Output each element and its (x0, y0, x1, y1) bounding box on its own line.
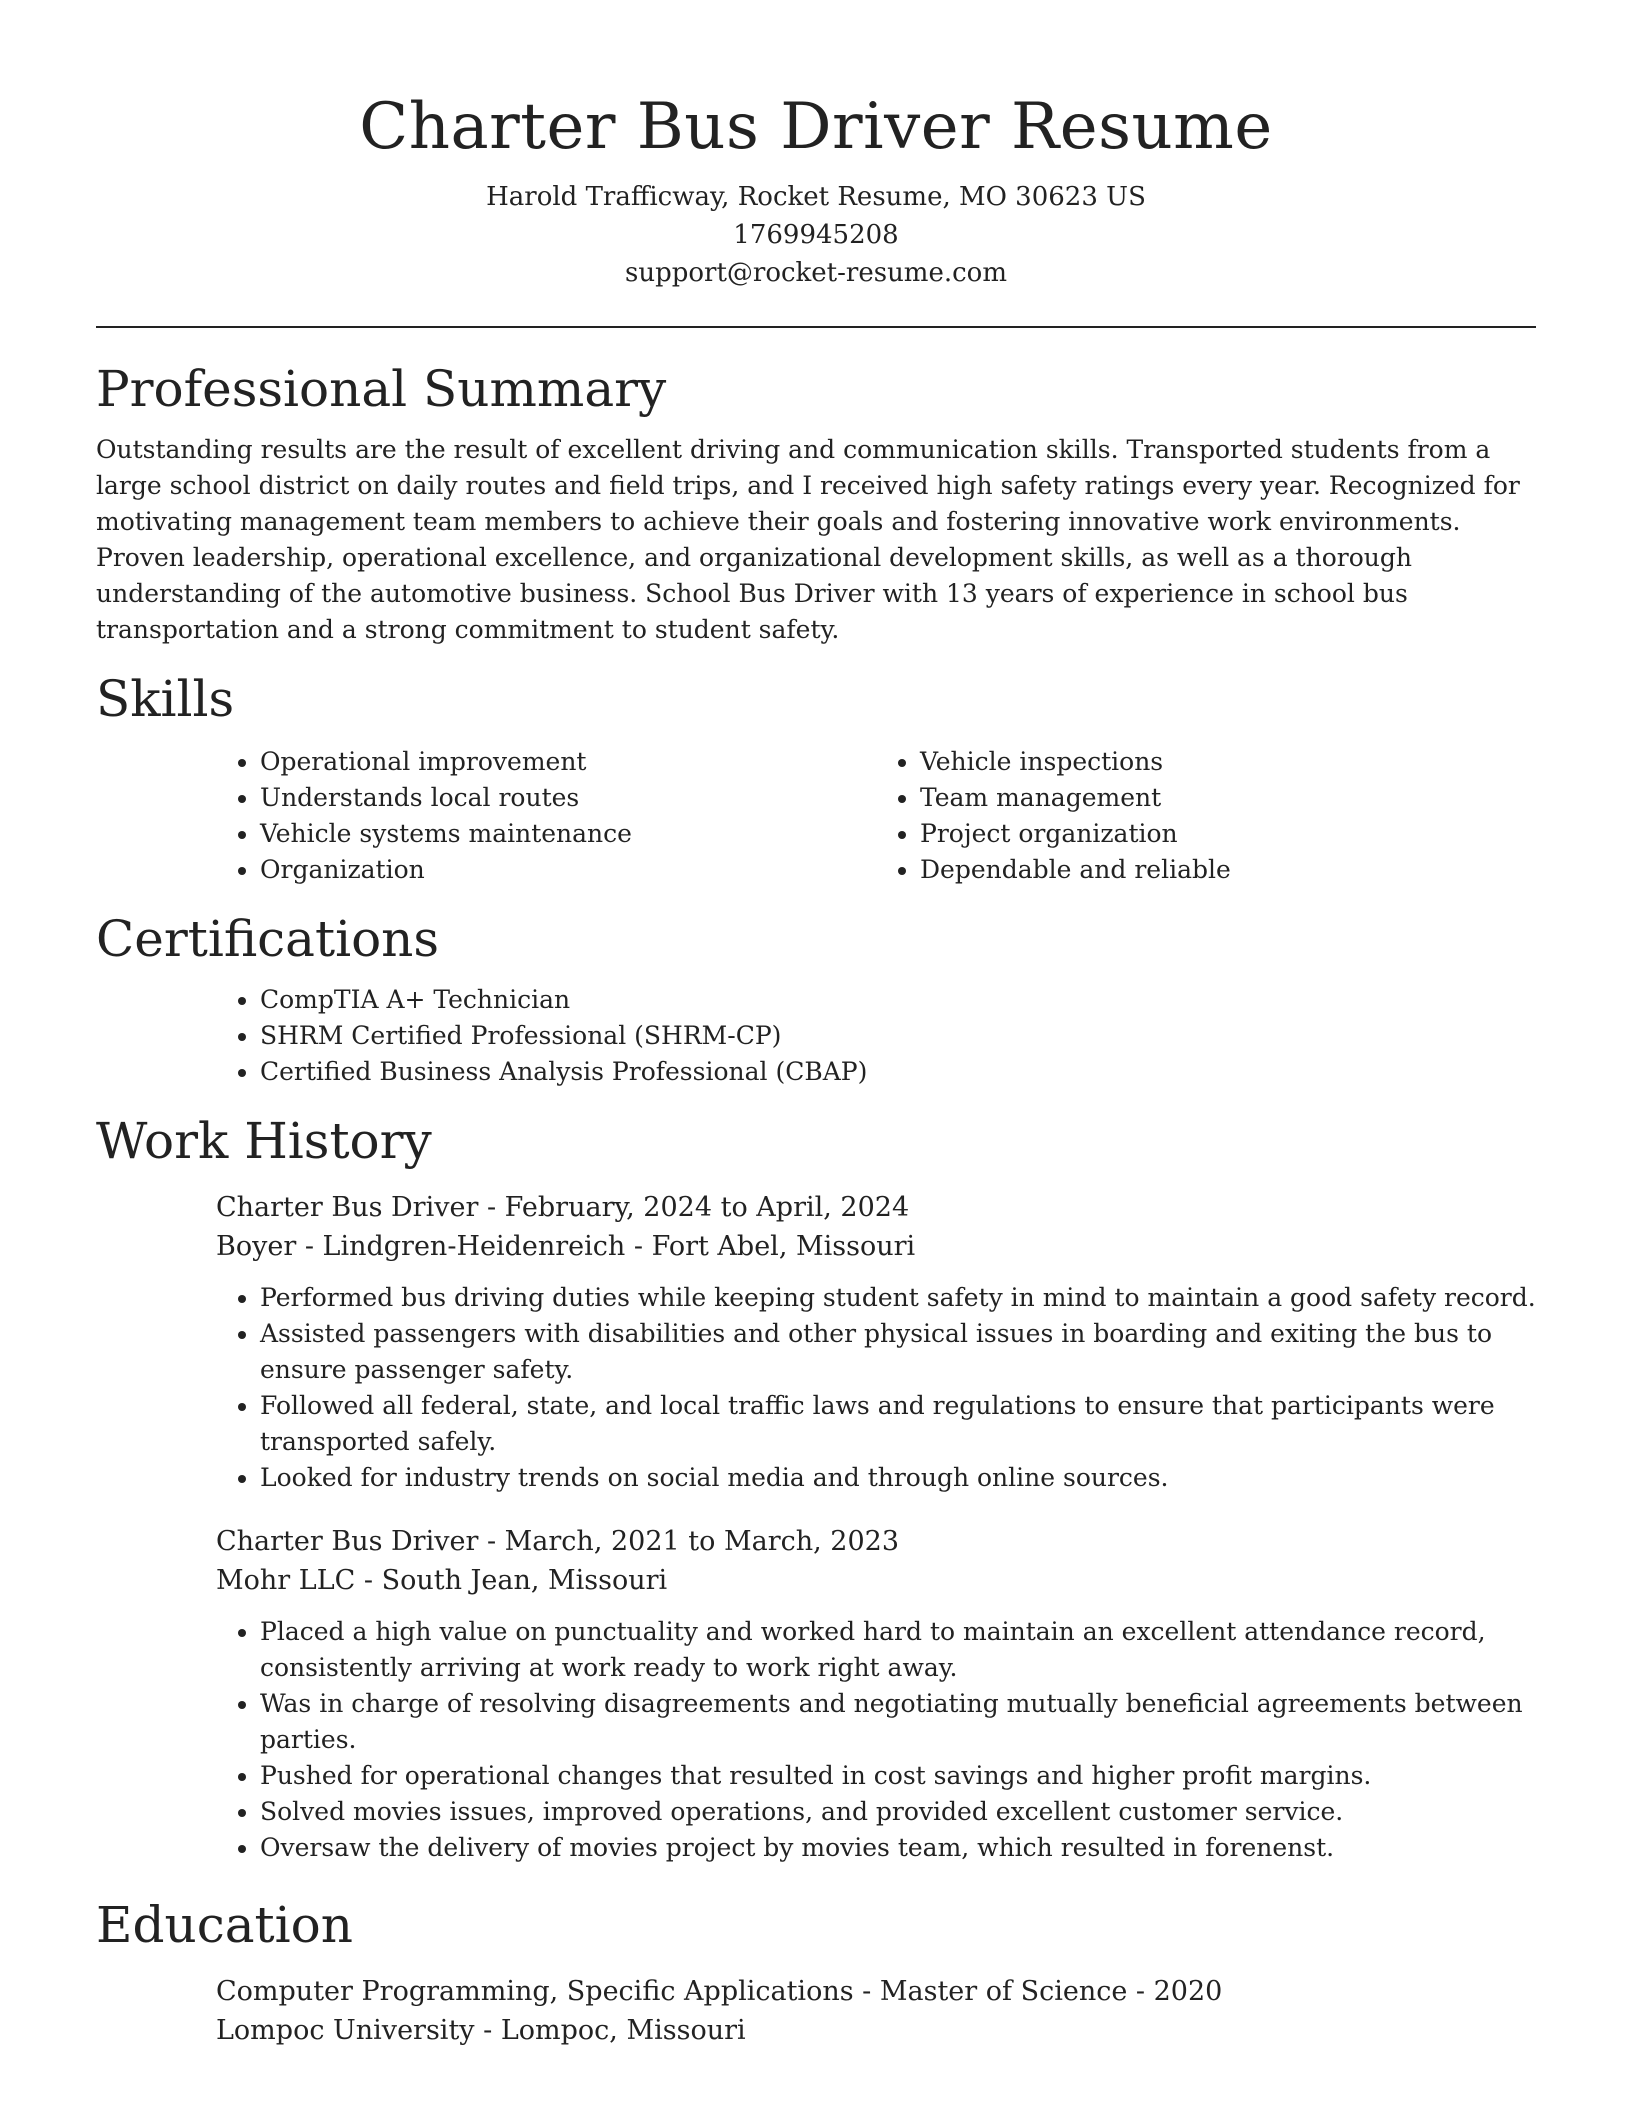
job-entry (216, 1188, 1536, 1496)
education-heading: Education (96, 1896, 353, 1954)
certification-item: • Certified Business Analysis Professional (CBAP) (260, 1054, 1536, 1090)
education-section (96, 1892, 1536, 2050)
contact-email: support@rocket-resume.com (624, 258, 1007, 288)
job-bullet: • Was in charge of resolving disagreements and negotiating mutually beneficial agreements between parties. (260, 1686, 1536, 1758)
job-bullets (216, 1614, 1536, 1866)
job-company-line: Boyer - Lindgren-Heidenreich - Fort Abel, Missouri (216, 1231, 916, 1262)
certifications-section (96, 906, 1536, 1090)
education-school-line: Lompoc University - Lompoc, Missouri (216, 2015, 746, 2046)
skill-item: • Vehicle inspections (920, 744, 1536, 780)
contact-address: Harold Trafficway, Rocket Resume, MO 30623 US (486, 182, 1146, 212)
summary-heading: Professional Summary (96, 360, 667, 418)
job-bullet: • Performed bus driving duties while keeping student safety in mind to maintain a good safety record. (260, 1280, 1536, 1316)
skills-list-left (216, 744, 876, 888)
education-entry (216, 1972, 1536, 2050)
skills-list-right (876, 744, 1536, 888)
skill-item: • Project organization (920, 816, 1536, 852)
work-history-heading: Work History (96, 1112, 432, 1170)
job-title-line: Charter Bus Driver - February, 2024 to April, 2024 (216, 1192, 910, 1223)
skills-section (96, 666, 1536, 888)
contact-phone: 1769945208 (733, 220, 899, 250)
job-bullet: • Pushed for operational changes that resulted in cost savings and higher profit margins. (260, 1758, 1536, 1794)
skill-item: • Dependable and reliable (920, 852, 1536, 888)
certification-item: • CompTIA A+ Technician (260, 982, 1536, 1018)
skill-item: • Operational improvement (260, 744, 876, 780)
job-bullets (216, 1280, 1536, 1496)
job-bullet: • Placed a high value on punctuality and worked hard to maintain an excellent attendance record, consistently arriving at work ready to work right away. (260, 1614, 1536, 1686)
skill-item: • Team management (920, 780, 1536, 816)
resume-title: Charter Bus Driver Resume (359, 90, 1273, 164)
job-bullet: • Looked for industry trends on social media and through online sources. (260, 1460, 1536, 1496)
skill-item: • Vehicle systems maintenance (260, 816, 876, 852)
certifications-heading: Certifications (96, 910, 440, 968)
education-degree-line: Computer Programming, Specific Applications - Master of Science - 2020 (216, 1976, 1223, 2007)
skill-item: • Understands local routes (260, 780, 876, 816)
skills-heading: Skills (96, 670, 235, 728)
certification-item: • SHRM Certified Professional (SHRM-CP) (260, 1018, 1536, 1054)
skills-grid (216, 744, 1536, 888)
job-bullet: • Solved movies issues, improved operations, and provided excellent customer service. (260, 1794, 1536, 1830)
job-bullet: • Oversaw the delivery of movies project by movies team, which resulted in forenenst. (260, 1830, 1536, 1866)
summary-section (96, 356, 1536, 648)
job-company-line: Mohr LLC - South Jean, Missouri (216, 1565, 668, 1596)
job-bullet: • Assisted passengers with disabilities and other physical issues in boarding and exiting the bus to ensure passenger safety. (260, 1316, 1536, 1388)
summary-text: Outstanding results are the result of excellent driving and communication skills. Transported students from a large school district on daily routes and field trips, and I received high safety ratings every year. Recognized for motivating management team members to achieve their goals and fostering innovative work environments. Proven leadership, operational excellence, and organizational development skills, as well as a thorough understanding of the automotive business. School Bus Driver with 13 years of experience in school bus transportation and a strong commitment to student safety. (96, 435, 1520, 644)
work-history-section (96, 1108, 1536, 1866)
certifications-list (216, 982, 1536, 1090)
resume-page (96, 84, 1536, 2076)
header-divider (96, 326, 1536, 328)
skill-item: • Organization (260, 852, 876, 888)
contact-block (96, 178, 1536, 292)
job-title-line: Charter Bus Driver - March, 2021 to March, 2023 (216, 1526, 900, 1557)
job-entry (216, 1522, 1536, 1866)
job-bullet: • Followed all federal, state, and local traffic laws and regulations to ensure that participants were transported safely. (260, 1388, 1536, 1460)
